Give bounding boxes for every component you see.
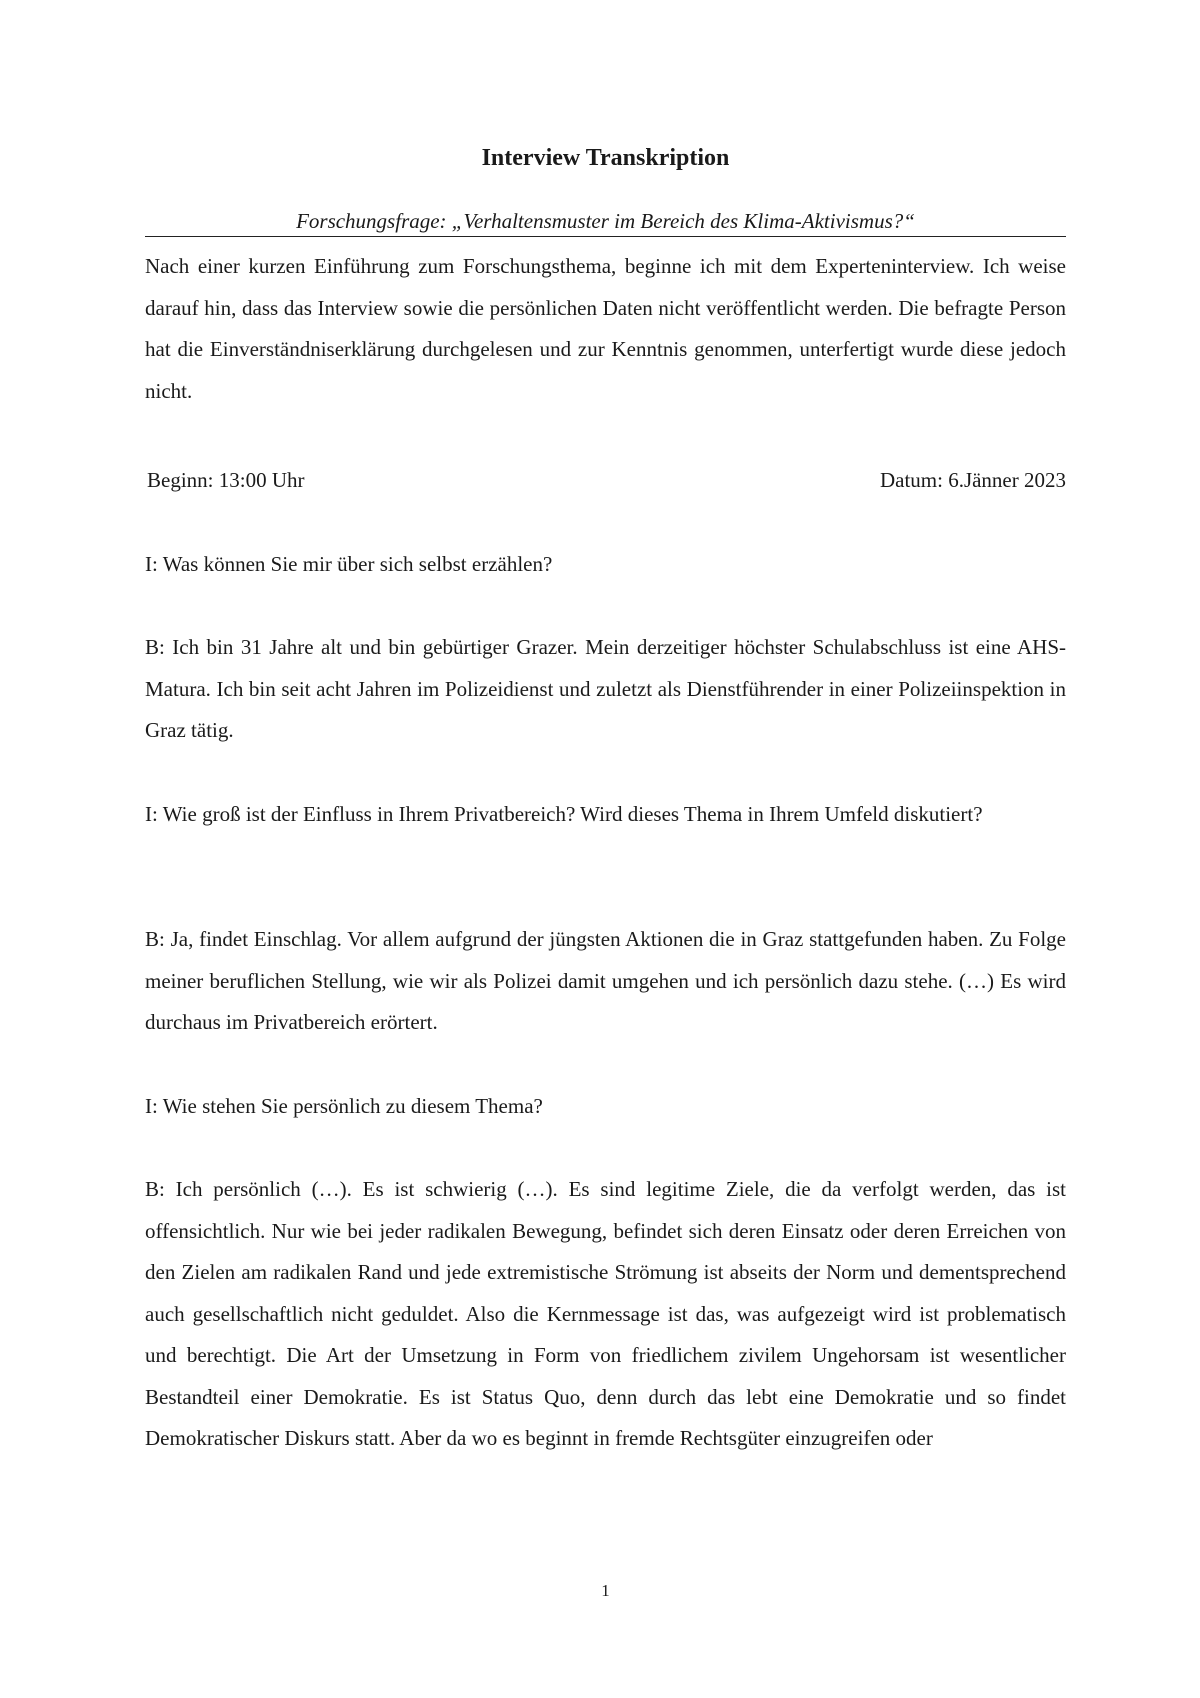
start-time: Beginn: 13:00 Uhr	[147, 468, 305, 492]
research-question: Forschungsfrage: „Verhaltensmuster im Bereich des Klima-Aktivismus?“	[296, 209, 915, 233]
interview-meta	[147, 460, 1066, 502]
page-number: 1	[601, 1581, 610, 1600]
title-divider	[145, 236, 1066, 237]
interviewer-question: I: Wie stehen Sie persönlich zu diesem Thema?	[145, 1094, 543, 1118]
interview-date: Datum: 6.Jänner 2023	[879, 468, 1066, 492]
respondent-answer: B: Ja, findet Einschlag. Vor allem aufgrund der jüngsten Aktionen die in Graz stattgefunden haben. Zu Folge meiner beruflichen Stellung, wie wir als Polizei damit umgehen und ich persönlich dazu stehe. (…) Es wird durchaus im Privatbereich erörtert.	[145, 927, 1066, 1034]
interviewer-question: I: Was können Sie mir über sich selbst erzählen?	[145, 552, 553, 576]
interviewer-question: I: Wie groß ist der Einfluss in Ihrem Privatbereich? Wird dieses Thema in Ihrem Umfeld diskutiert?	[145, 802, 983, 826]
document-page	[145, 0, 1066, 1698]
respondent-answer: B: Ich persönlich (…). Es ist schwierig (…). Es sind legitime Ziele, die da verfolgt werden, das ist offensichtlich. Nur wie bei jeder radikalen Bewegung, befindet sich deren Einsatz oder deren Erreichen von den Zielen am radikalen Rand und jede extremistische Strömung ist abseits der Norm und dementsprechend auch gesellschaftlich nicht geduldet. Also die Kernmessage ist das, was aufgezeigt wird ist problematisch und berechtigt. Die Art der Umsetzung in Form von friedlichem zivilem Ungehorsam ist wesentlicher Bestandteil einer Demokratie. Es ist Status Quo, denn durch das lebt eine Demokratie und so findet Demokratischer Diskurs statt. Aber da wo es beginnt in fremde Rechtsgüter einzugreifen oder	[145, 1177, 1066, 1450]
respondent-answer: B: Ich bin 31 Jahre alt und bin gebürtiger Grazer. Mein derzeitiger höchster Schulabschluss ist eine AHS-Matura. Ich bin seit acht Jahren im Polizeidienst und zuletzt als Dienstführender in einer Polizeiinspektion in Graz tätig.	[145, 635, 1066, 742]
document-title: Interview Transkription	[481, 145, 730, 171]
intro-paragraph: Nach einer kurzen Einführung zum Forschungsthema, beginne ich mit dem Experteninterview. Ich weise darauf hin, dass das Interview sowie die persönlichen Daten nicht veröffentlicht werden. Die befragte Person hat die Einverständniserklärung durchgelesen und zur Kenntnis genommen, unterfertigt wurde diese jedoch nicht.	[145, 254, 1066, 403]
